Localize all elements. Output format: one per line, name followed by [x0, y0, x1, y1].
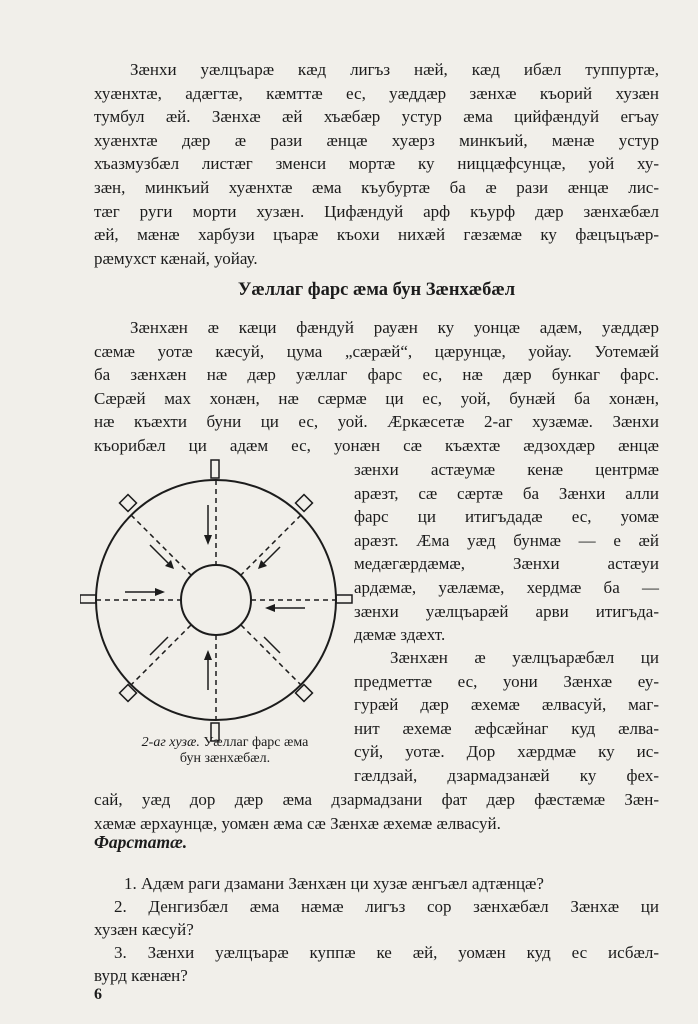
paragraph-main [94, 316, 659, 458]
paragraph-intro [94, 58, 659, 270]
text-line: хæмæ æрхаунцæ, уомæн æма сæ Зæнхæ æхемæ æлвасуй. [94, 813, 501, 833]
wrapped-text-2 [354, 646, 659, 788]
text-line: гæлдзай, дзармадзанæй ку фех- [354, 765, 659, 785]
question-item: хузæн кæсуй? [94, 920, 194, 939]
earth-core [181, 565, 251, 635]
text-line: тæг руги морти хузæн. Цифæндуй арф къурф дæр зæнхæбæл [94, 201, 659, 221]
text-line: нит æхемæ æфсæйнаг куд æлва- [354, 718, 659, 738]
question-item: вурд кæнæн? [94, 966, 188, 985]
text-line: зæнхи астæумæ кенæ центрмæ [354, 460, 659, 479]
paragraph-end [94, 788, 659, 835]
question-item: 3. Зæнхи уæлцъарæ куппæ ке æй, уомæн куд ес исбæл- [114, 943, 659, 962]
text-line: Сæрæй мах хонæн, нæ сæрмæ ци ес, уой, бунæй ба хонæн, [94, 388, 659, 408]
section-title: Уæллаг фарс æма бун Зæнхæбæл [237, 280, 516, 300]
caption-text-1: Уæллаг фарс æма [203, 735, 309, 750]
text-line: зæнхи уæлцъарæй арви итигъда- [354, 601, 659, 621]
text-line: сай, уæд дор дæр æма дзармадзани фат дæр фæстæмæ Зæн- [94, 790, 659, 809]
text-line: сæмæ уотæ кæсуй, цума „сæрæй“, цæрунцæ, уойау. Уотемæй [94, 341, 659, 361]
text-line: æй, мæнæ харбузи цъарæ къохи нихæй гæзæмæ ку фæцъцъæр- [94, 225, 659, 245]
text-line: хуæнхтæ, адæгтæ, кæмттæ ес, уæддæр зæнхæ къорий хузæн [94, 83, 659, 103]
questions-heading: Фарстатæ. [94, 832, 188, 852]
text-line: Зæнхæн æ кæци фæндуй рауæн ку уонцæ адæм, уæддæр [130, 318, 659, 337]
earth-diagram [80, 455, 355, 755]
text-line: хуæнхтæ дæр æ рази æнцæ хуæрз минкъий, мæнæ устур [94, 130, 659, 150]
text-line: Зæнхи уæлцъарæ кæд лигъз нæй, кæд ибæл туппуртæ, [130, 60, 659, 79]
text-line: къорибæл ци адæм ес, уонæн сæ къæхтæ æдзохдæр æнцæ [94, 435, 659, 455]
page-number: 6 [94, 986, 102, 1003]
text-line: рæмухст кæнай, уойау. [94, 248, 258, 268]
text-line: тумбул æй. Зæнхæ æй хъæбæр устур æма цийфæндуй егъау [94, 107, 659, 127]
text-line: гурæй дæр æхемæ æлвасуй, маг- [354, 695, 659, 715]
text-line: ардæмæ, уæлæмæ, хердмæ ба — [354, 577, 659, 597]
text-line: дæмæ здæхт. [354, 625, 446, 645]
text-line: хъазмузбæл листæг зменси мортæ ку ниццæфсунцæ, уой ху- [94, 154, 659, 174]
text-line: Зæнхæн æ уæлцъарæбæл ци [390, 648, 659, 667]
person-top-right [296, 495, 313, 512]
caption-text-2: бун зæнхæбæл. [179, 751, 271, 766]
text-line: нæ къæхти буни ци ес, уой. Æркæсетæ 2-аг хузæмæ. Зæнхи [94, 412, 659, 432]
text-line: зæн, минкъий хуæнхтæ æма къубуртæ ба æ рази æнцæ лис- [94, 177, 659, 197]
text-line: суй, уотæ. Дор хæрдмæ ку ис- [354, 742, 659, 762]
caption-label: 2-аг хузæ. [141, 735, 200, 750]
text-line: фарс ци итигъдадæ ес, уомæ [354, 507, 659, 527]
text-line: медæгæрдæмæ, Зæнхи астæуи [354, 554, 659, 574]
text-line: арæзт, сæ сæртæ ба Зæнхи алли [354, 483, 659, 503]
person-left [80, 595, 96, 603]
person-top [211, 460, 219, 478]
person-top-left [120, 495, 137, 512]
person-right [336, 595, 352, 603]
questions-list [94, 872, 659, 987]
text-line: арæзт. Æма уæд бунмæ — е æй [354, 530, 659, 550]
earth-figure [80, 455, 355, 755]
question-item: 2. Денгизбæл æма нæмæ лигъз сор зæнхæбæл Зæнхæ ци [114, 897, 659, 916]
wrapped-text-1 [354, 458, 659, 647]
figure-caption [100, 735, 350, 767]
question-item: 1. Адæм раги дзамани Зæнхæн ци хузæ æнгъæл адтæнцæ? [124, 874, 544, 893]
text-line: ба зæнхæн нæ дæр уæллаг фарс ес, нæ дæр бункаг фарс. [94, 365, 659, 385]
text-line: предметтæ ес, уони Зæнхæ еу- [354, 671, 659, 691]
